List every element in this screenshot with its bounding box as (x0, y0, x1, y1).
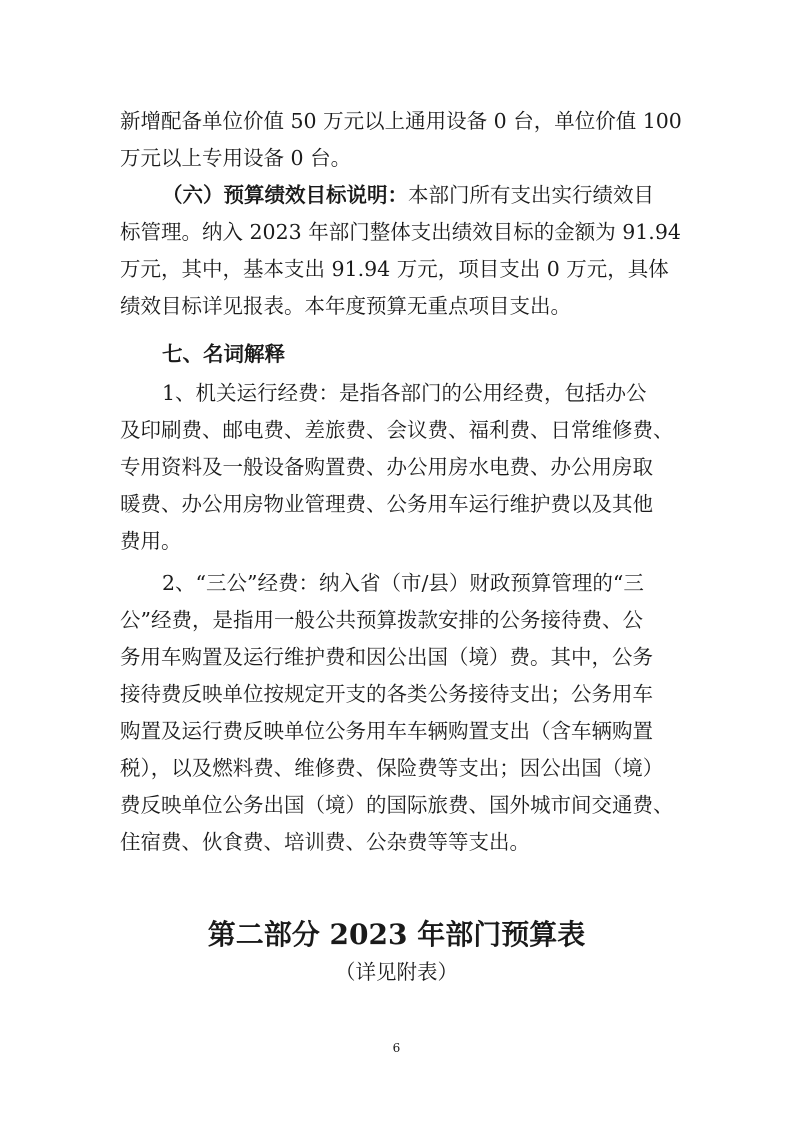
body-text-line: 接待费反映单位按规定开支的各类公务接待支出；公务用车 (120, 682, 653, 706)
body-text-line: 新增配备单位价值 50 万元以上通用设备 0 台，单位价值 100 (120, 109, 682, 133)
body-text-line: 公”经费，是指用一般公共预算拨款安排的公务接待费、公 (120, 608, 643, 632)
body-text-line: 住宿费、伙食费、培训费、公杂费等等支出。 (120, 830, 530, 854)
section-perf-first-line (162, 181, 654, 209)
body-text-line: 暖费、办公用房物业管理费、公务用车运行维护费以及其他 (120, 492, 653, 516)
body-text-line: 费用。 (120, 529, 182, 553)
body-text-line: 标管理。纳入 2023 年部门整体支出绩效目标的金额为 91.94 (120, 220, 681, 244)
section-perf-heading: （六）预算绩效目标说明： (162, 183, 408, 207)
body-text-line: 1、机关运行经费：是指各部门的公用经费，包括办公 (162, 381, 647, 405)
body-text-line: 税），以及燃料费、维修费、保险费等支出；因公出国（境） (120, 756, 664, 780)
body-text-line: 务用车购置及运行维护费和因公出国（境）费。其中，公务 (120, 645, 653, 669)
section-terms-heading: 七、名词解释 (162, 342, 285, 366)
body-text-line: 万元，其中，基本支出 91.94 万元，项目支出 0 万元，具体 (120, 257, 669, 281)
body-text-line: 绩效目标详见报表。本年度预算无重点项目支出。 (120, 294, 571, 318)
body-text-line: 万元以上专用设备 0 台。 (120, 146, 352, 170)
body-text-line: 2、“三公”经费：纳入省（市/县）财政预算管理的“三 (162, 571, 644, 595)
part-two-title: 第二部分 2023 年部门预算表 (207, 918, 586, 951)
body-text-line: 专用资料及一般设备购置费、办公用房水电费、办公用房取 (120, 455, 653, 479)
body-text-line: 及印刷费、邮电费、差旅费、会议费、福利费、日常维修费、 (120, 418, 674, 442)
page-number: 6 (392, 1041, 401, 1055)
body-text-line: 购置及运行费反映单位公务用车车辆购置支出（含车辆购置 (120, 719, 653, 743)
body-text-line: 费反映单位公务出国（境）的国际旅费、国外城市间交通费、 (120, 793, 674, 817)
section-perf-text: 本部门所有支出实行绩效目 (408, 183, 654, 207)
part-two-subtitle: （详见附表） (335, 960, 458, 984)
